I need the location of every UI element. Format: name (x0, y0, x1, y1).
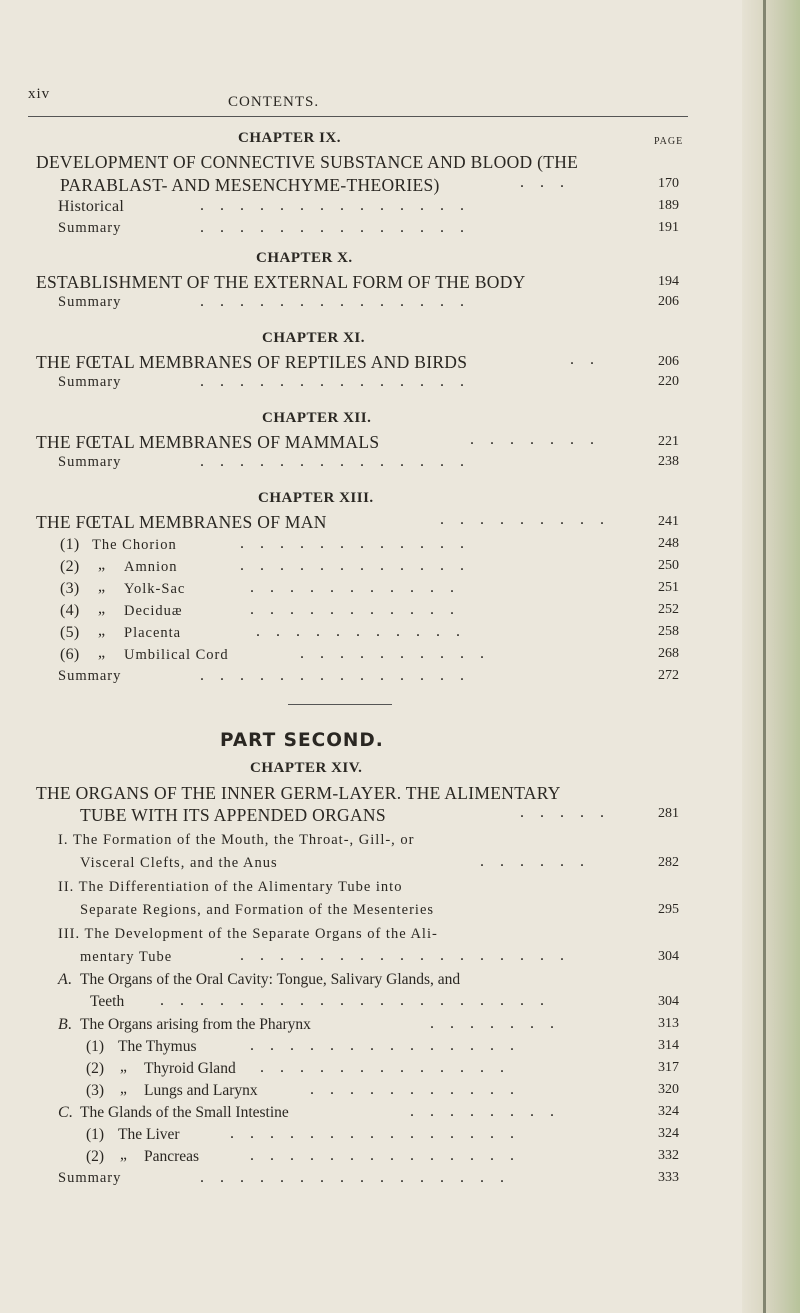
chapter-12-summary: Summary (58, 454, 122, 470)
ch14-c-item-1-label: The Liver (118, 1126, 180, 1143)
ch14-c-item-2-ditto: „ (120, 1146, 127, 1163)
ch14-section-1-page: 282 (658, 855, 679, 870)
dot-leader: . . . . . . . . . . . (250, 601, 460, 618)
dot-leader: . . . . . . . . . (440, 511, 610, 528)
chapter-12-title-page: 221 (658, 434, 679, 449)
ch14-subsection-c-letter: C. (58, 1104, 74, 1121)
dot-leader: . . . . . (520, 804, 610, 821)
ch13-item-6-page: 268 (658, 646, 679, 661)
ch14-subsection-b-letter: B. (58, 1016, 73, 1033)
chapter-9-summary-page: 191 (658, 220, 679, 235)
dot-leader: . . . . . . . . . . . (256, 623, 466, 640)
ch13-item-4-page: 252 (658, 602, 679, 617)
dot-leader: . . . . . . . . . . . . . (260, 1059, 510, 1076)
ch14-c-item-2-num: (2) (86, 1148, 105, 1165)
ch14-section-3-line2: mentary Tube (80, 949, 173, 965)
dot-leader: . . . . . . . . . . . . . . . (230, 1125, 520, 1142)
chapter-9-summary: Summary (58, 220, 122, 236)
chapter-14-title-page: 281 (658, 806, 679, 821)
ch13-item-2-page: 250 (658, 558, 679, 573)
dot-leader: . . . . . . . . . . . . . . (200, 667, 470, 684)
header-rule (28, 116, 688, 117)
page-column-label: PAGE (654, 136, 684, 147)
dot-leader: . . . . . . . . . . . . . . (200, 219, 470, 236)
section-divider (288, 704, 392, 705)
chapter-14-summary-page: 333 (658, 1170, 679, 1185)
chapter-11-title-page: 206 (658, 354, 679, 369)
ch13-item-1-num: (1) (60, 536, 80, 553)
chapter-12-summary-page: 238 (658, 454, 679, 469)
chapter-9-historical: Historical (58, 198, 125, 215)
dot-leader: . . . . . . . . . . . (250, 579, 460, 596)
chapter-12-title: THE FŒTAL MEMBRANES OF MAMMALS (36, 432, 380, 452)
ch13-item-5-label: Placenta (124, 625, 182, 641)
chapter-11-summary-page: 220 (658, 374, 679, 389)
chapter-11-heading: CHAPTER XI. (262, 330, 366, 346)
ch14-b-item-2-ditto: „ (120, 1058, 127, 1075)
chapter-9-title-line1: DEVELOPMENT OF CONNECTIVE SUBSTANCE AND BLOOD (THE (36, 152, 579, 172)
ch14-section-2-line2: Separate Regions, and Formation of the Mesenteries (80, 902, 435, 918)
chapter-9-historical-page: 189 (658, 198, 679, 213)
chapter-13-heading: CHAPTER XIII. (258, 490, 374, 506)
ch14-subsection-a-line1: The Organs of the Oral Cavity: Tongue, Salivary Glands, and (80, 971, 461, 988)
chapter-13-title: THE FŒTAL MEMBRANES OF MAN (36, 512, 327, 532)
ch14-subsection-a-letter: A. (58, 971, 73, 988)
dot-leader: . . . . . . . (430, 1015, 560, 1032)
dot-leader: . . (570, 351, 600, 368)
page-edge-line (763, 0, 766, 1313)
chapter-11-summary: Summary (58, 374, 122, 390)
ch14-section-2-line1: II. The Differentiation of the Alimentary Tube into (58, 879, 403, 895)
chapter-13-summary: Summary (58, 668, 122, 684)
ch13-item-5-ditto: „ (98, 622, 106, 639)
chapter-14-heading: CHAPTER XIV. (250, 760, 363, 776)
chapter-13-summary-page: 272 (658, 668, 679, 683)
ch13-item-1-label: The Chorion (92, 537, 177, 553)
chapter-9-heading: CHAPTER IX. (238, 130, 342, 146)
chapter-14-title-line1: THE ORGANS OF THE INNER GERM-LAYER. THE ALIMENTARY (36, 783, 561, 803)
dot-leader: . . . . . . . . . . . . . . (250, 1147, 520, 1164)
chapter-10-summary: Summary (58, 294, 122, 310)
ch14-section-2-page: 295 (658, 902, 679, 917)
dot-leader: . . . (520, 174, 570, 191)
ch13-item-2-ditto: „ (98, 556, 106, 573)
ch13-item-2-label: Amnion (124, 559, 178, 575)
ch14-b-item-1-page: 314 (658, 1038, 679, 1053)
ch13-item-6-num: (6) (60, 646, 80, 663)
page-number-label: xiv (28, 86, 51, 102)
dot-leader: . . . . . . . . . . . . . . . . (200, 1169, 510, 1186)
ch14-c-item-1-page: 324 (658, 1126, 679, 1141)
ch14-c-item-1-num: (1) (86, 1126, 105, 1143)
ch13-item-3-num: (3) (60, 580, 80, 597)
dot-leader: . . . . . . . . . . . . (240, 557, 470, 574)
running-title: CONTENTS. (228, 94, 320, 110)
ch14-b-item-3-ditto: „ (120, 1080, 127, 1097)
dot-leader: . . . . . . . (470, 431, 600, 448)
ch13-item-4-num: (4) (60, 602, 80, 619)
ch14-subsection-b-page: 313 (658, 1016, 679, 1031)
chapter-10-title: ESTABLISHMENT OF THE EXTERNAL FORM OF THE BODY (36, 272, 526, 292)
chapter-11-title: THE FŒTAL MEMBRANES OF REPTILES AND BIRDS (36, 352, 468, 372)
dot-leader: . . . . . . . . . . . . . . (200, 453, 470, 470)
ch13-item-1-page: 248 (658, 536, 679, 551)
dot-leader: . . . . . . . . . . . . . . (200, 373, 470, 390)
dot-leader: . . . . . . . . . . . . (240, 535, 470, 552)
ch13-item-5-page: 258 (658, 624, 679, 639)
dot-leader: . . . . . . (480, 853, 590, 870)
ch14-subsection-c-text: The Glands of the Small Intestine (80, 1104, 289, 1121)
ch14-b-item-1-num: (1) (86, 1038, 105, 1055)
dot-leader: . . . . . . . . . . . . . . . . . (240, 947, 570, 964)
ch13-item-3-ditto: „ (98, 578, 106, 595)
ch14-b-item-3-label: Lungs and Larynx (144, 1082, 258, 1099)
chapter-9-title-line2: PARABLAST- AND MESENCHYME-THEORIES) (60, 175, 440, 195)
chapter-10-summary-page: 206 (658, 294, 679, 309)
ch14-subsection-c-page: 324 (658, 1104, 679, 1119)
ch14-section-3-line1: III. The Development of the Separate Organs of the Ali- (58, 926, 438, 942)
ch14-c-item-2-label: Pancreas (144, 1148, 200, 1165)
chapter-14-summary: Summary (58, 1170, 122, 1186)
dot-leader: . . . . . . . . . . . . . . (250, 1037, 520, 1054)
part-second-heading: PART SECOND. (220, 730, 384, 751)
chapter-14-title-line2: TUBE WITH ITS APPENDED ORGANS (80, 805, 386, 825)
ch14-b-item-3-num: (3) (86, 1082, 105, 1099)
ch13-item-3-page: 251 (658, 580, 679, 595)
ch13-item-6-label: Umbilical Cord (124, 647, 229, 663)
dot-leader: . . . . . . . . . . . . . . (200, 197, 470, 214)
ch14-subsection-b-text: The Organs arising from the Pharynx (80, 1016, 311, 1033)
ch14-b-item-1-label: The Thymus (118, 1038, 197, 1055)
dot-leader: . . . . . . . . . . . . . . (200, 293, 470, 310)
dot-leader: . . . . . . . . . . . . . . . . . . . . (160, 992, 550, 1009)
ch13-item-6-ditto: „ (98, 644, 106, 661)
ch13-item-3-label: Yolk-Sac (124, 581, 186, 597)
ch14-section-3-page: 304 (658, 949, 679, 964)
ch14-subsection-a-line2: Teeth (90, 993, 125, 1010)
ch13-item-2-num: (2) (60, 558, 80, 575)
dot-leader: . . . . . . . . . . (300, 645, 490, 662)
ch13-item-4-ditto: „ (98, 600, 106, 617)
chapter-10-title-page: 194 (658, 274, 679, 289)
ch14-section-1-line1: I. The Formation of the Mouth, the Throat-, Gill-, or (58, 832, 415, 848)
ch13-item-5-num: (5) (60, 624, 80, 641)
ch14-subsection-a-page: 304 (658, 994, 679, 1009)
ch13-item-4-label: Deciduæ (124, 603, 183, 619)
dot-leader: . . . . . . . . . . . (310, 1081, 520, 1098)
chapter-12-heading: CHAPTER XII. (262, 410, 372, 426)
chapter-9-title-page: 170 (658, 176, 679, 191)
page-edge-binding (742, 0, 800, 1313)
chapter-10-heading: CHAPTER X. (256, 250, 353, 266)
ch14-section-1-line2: Visceral Clefts, and the Anus (80, 855, 278, 871)
ch14-b-item-2-page: 317 (658, 1060, 679, 1075)
ch14-b-item-3-page: 320 (658, 1082, 679, 1097)
ch14-b-item-2-label: Thyroid Gland (144, 1060, 236, 1077)
chapter-13-title-page: 241 (658, 514, 679, 529)
ch14-b-item-2-num: (2) (86, 1060, 105, 1077)
dot-leader: . . . . . . . . (410, 1103, 560, 1120)
ch14-c-item-2-page: 332 (658, 1148, 679, 1163)
